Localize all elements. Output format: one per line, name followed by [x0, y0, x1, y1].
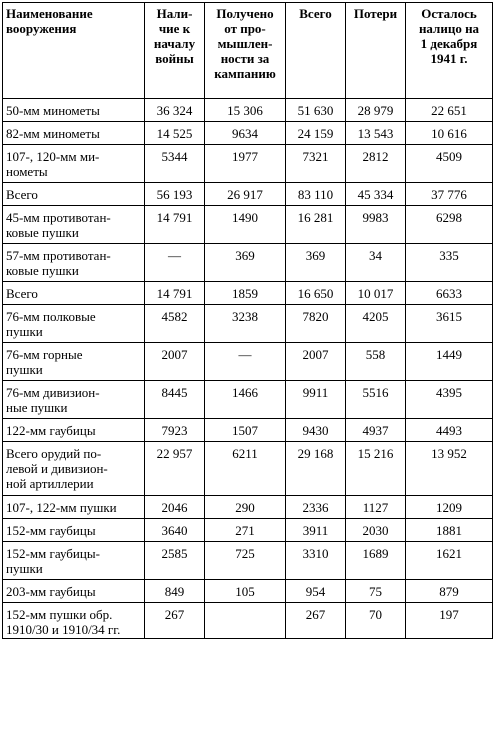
table-row	[3, 99, 493, 122]
row-value-cell: 2585	[145, 542, 205, 580]
row-value-cell: 2007	[286, 343, 346, 381]
header-remaining: Осталось налицо на 1 декабря 1941 г.	[406, 3, 493, 99]
row-value-cell: 1621	[406, 542, 493, 580]
row-name-cell: 107-, 122-мм пушки	[3, 496, 145, 519]
table-row	[3, 244, 493, 282]
row-value-cell: —	[145, 244, 205, 282]
row-value-cell: 29 168	[286, 442, 346, 496]
row-value-cell: 4395	[406, 381, 493, 419]
row-value-cell: 6211	[205, 442, 286, 496]
row-value-cell: 16 281	[286, 206, 346, 244]
row-value-cell: 14 791	[145, 206, 205, 244]
table-row	[3, 381, 493, 419]
row-value-cell: 15 306	[205, 99, 286, 122]
row-value-cell: 105	[205, 580, 286, 603]
row-value-cell: 9911	[286, 381, 346, 419]
row-value-cell: 4493	[406, 419, 493, 442]
row-value-cell: 9983	[346, 206, 406, 244]
row-value-cell: 1490	[205, 206, 286, 244]
row-value-cell: 3310	[286, 542, 346, 580]
table-row	[3, 419, 493, 442]
row-value-cell: 10 616	[406, 122, 493, 145]
header-total: Всего	[286, 3, 346, 99]
row-value-cell: 9430	[286, 419, 346, 442]
header-name: Наименование вооружения	[3, 3, 145, 99]
row-value-cell: 14 791	[145, 282, 205, 305]
row-value-cell: 7321	[286, 145, 346, 183]
row-name-cell: Всего орудий по- левой и дивизион- ной артиллерии	[3, 442, 145, 496]
row-value-cell: 2336	[286, 496, 346, 519]
row-value-cell: 9634	[205, 122, 286, 145]
row-value-cell: 22 651	[406, 99, 493, 122]
row-value-cell: 2812	[346, 145, 406, 183]
row-value-cell: 879	[406, 580, 493, 603]
row-name-cell: 107-, 120-мм ми- нометы	[3, 145, 145, 183]
row-value-cell: 3911	[286, 519, 346, 542]
row-value-cell: 267	[145, 603, 205, 639]
row-name-cell: Всего	[3, 183, 145, 206]
row-value-cell: 7923	[145, 419, 205, 442]
table-row	[3, 343, 493, 381]
row-value-cell: 954	[286, 580, 346, 603]
row-name-cell: 45-мм противотан- ковые пушки	[3, 206, 145, 244]
table-row	[3, 496, 493, 519]
table-row	[3, 183, 493, 206]
row-value-cell: 6633	[406, 282, 493, 305]
row-value-cell: 1449	[406, 343, 493, 381]
table-row	[3, 519, 493, 542]
row-value-cell: 335	[406, 244, 493, 282]
row-value-cell: 1209	[406, 496, 493, 519]
row-value-cell: 28 979	[346, 99, 406, 122]
row-value-cell: 22 957	[145, 442, 205, 496]
row-value-cell	[205, 603, 286, 639]
table-row	[3, 542, 493, 580]
table-row	[3, 122, 493, 145]
row-value-cell: 3640	[145, 519, 205, 542]
row-value-cell: 70	[346, 603, 406, 639]
header-losses: Потери	[346, 3, 406, 99]
row-value-cell: 24 159	[286, 122, 346, 145]
row-value-cell: 3615	[406, 305, 493, 343]
row-value-cell: 1881	[406, 519, 493, 542]
row-name-cell: 122-мм гаубицы	[3, 419, 145, 442]
row-name-cell: 76-мм горные пушки	[3, 343, 145, 381]
table-row	[3, 580, 493, 603]
row-value-cell: 56 193	[145, 183, 205, 206]
table-row	[3, 282, 493, 305]
row-value-cell: 2007	[145, 343, 205, 381]
header-row	[3, 3, 493, 99]
row-name-cell: 57-мм противотан- ковые пушки	[3, 244, 145, 282]
row-value-cell: 34	[346, 244, 406, 282]
row-name-cell: 76-мм дивизион- ные пушки	[3, 381, 145, 419]
row-name-cell: 76-мм полковые пушки	[3, 305, 145, 343]
row-value-cell: 3238	[205, 305, 286, 343]
row-value-cell: 1859	[205, 282, 286, 305]
row-name-cell: 152-мм гаубицы- пушки	[3, 542, 145, 580]
table-row	[3, 305, 493, 343]
row-name-cell: 152-мм гаубицы	[3, 519, 145, 542]
row-name-cell: 203-мм гаубицы	[3, 580, 145, 603]
row-value-cell: 37 776	[406, 183, 493, 206]
row-value-cell: 369	[286, 244, 346, 282]
row-value-cell: 36 324	[145, 99, 205, 122]
row-value-cell: 26 917	[205, 183, 286, 206]
row-value-cell: 267	[286, 603, 346, 639]
row-value-cell: 4205	[346, 305, 406, 343]
row-value-cell: 1977	[205, 145, 286, 183]
row-value-cell: 6298	[406, 206, 493, 244]
table-row	[3, 442, 493, 496]
weapons-table	[2, 2, 493, 639]
table-body	[3, 99, 493, 639]
row-name-cell: 82-мм минометы	[3, 122, 145, 145]
row-value-cell: 290	[205, 496, 286, 519]
row-value-cell: 8445	[145, 381, 205, 419]
row-value-cell: 13 543	[346, 122, 406, 145]
row-value-cell: 4937	[346, 419, 406, 442]
row-value-cell: 369	[205, 244, 286, 282]
row-value-cell: 51 630	[286, 99, 346, 122]
row-value-cell: 5516	[346, 381, 406, 419]
row-value-cell: 1689	[346, 542, 406, 580]
header-received: Получено от про- мышлен- ности за кампанию	[205, 3, 286, 99]
row-value-cell: 75	[346, 580, 406, 603]
row-value-cell: 1127	[346, 496, 406, 519]
row-value-cell: 558	[346, 343, 406, 381]
row-value-cell: 14 525	[145, 122, 205, 145]
row-value-cell: 2046	[145, 496, 205, 519]
row-value-cell: 197	[406, 603, 493, 639]
row-value-cell: 16 650	[286, 282, 346, 305]
row-value-cell: 7820	[286, 305, 346, 343]
header-initial: Нали- чие к началу войны	[145, 3, 205, 99]
row-value-cell: 1507	[205, 419, 286, 442]
row-value-cell: 2030	[346, 519, 406, 542]
row-value-cell: —	[205, 343, 286, 381]
row-value-cell: 1466	[205, 381, 286, 419]
row-value-cell: 13 952	[406, 442, 493, 496]
table-row	[3, 603, 493, 639]
row-value-cell: 4582	[145, 305, 205, 343]
row-name-cell: 50-мм минометы	[3, 99, 145, 122]
row-value-cell: 849	[145, 580, 205, 603]
row-value-cell: 5344	[145, 145, 205, 183]
row-value-cell: 10 017	[346, 282, 406, 305]
row-name-cell: Всего	[3, 282, 145, 305]
row-value-cell: 45 334	[346, 183, 406, 206]
table-row	[3, 145, 493, 183]
row-value-cell: 725	[205, 542, 286, 580]
row-value-cell: 83 110	[286, 183, 346, 206]
row-value-cell: 15 216	[346, 442, 406, 496]
table-row	[3, 206, 493, 244]
row-name-cell: 152-мм пушки обр. 1910/30 и 1910/34 гг.	[3, 603, 145, 639]
row-value-cell: 4509	[406, 145, 493, 183]
row-value-cell: 271	[205, 519, 286, 542]
